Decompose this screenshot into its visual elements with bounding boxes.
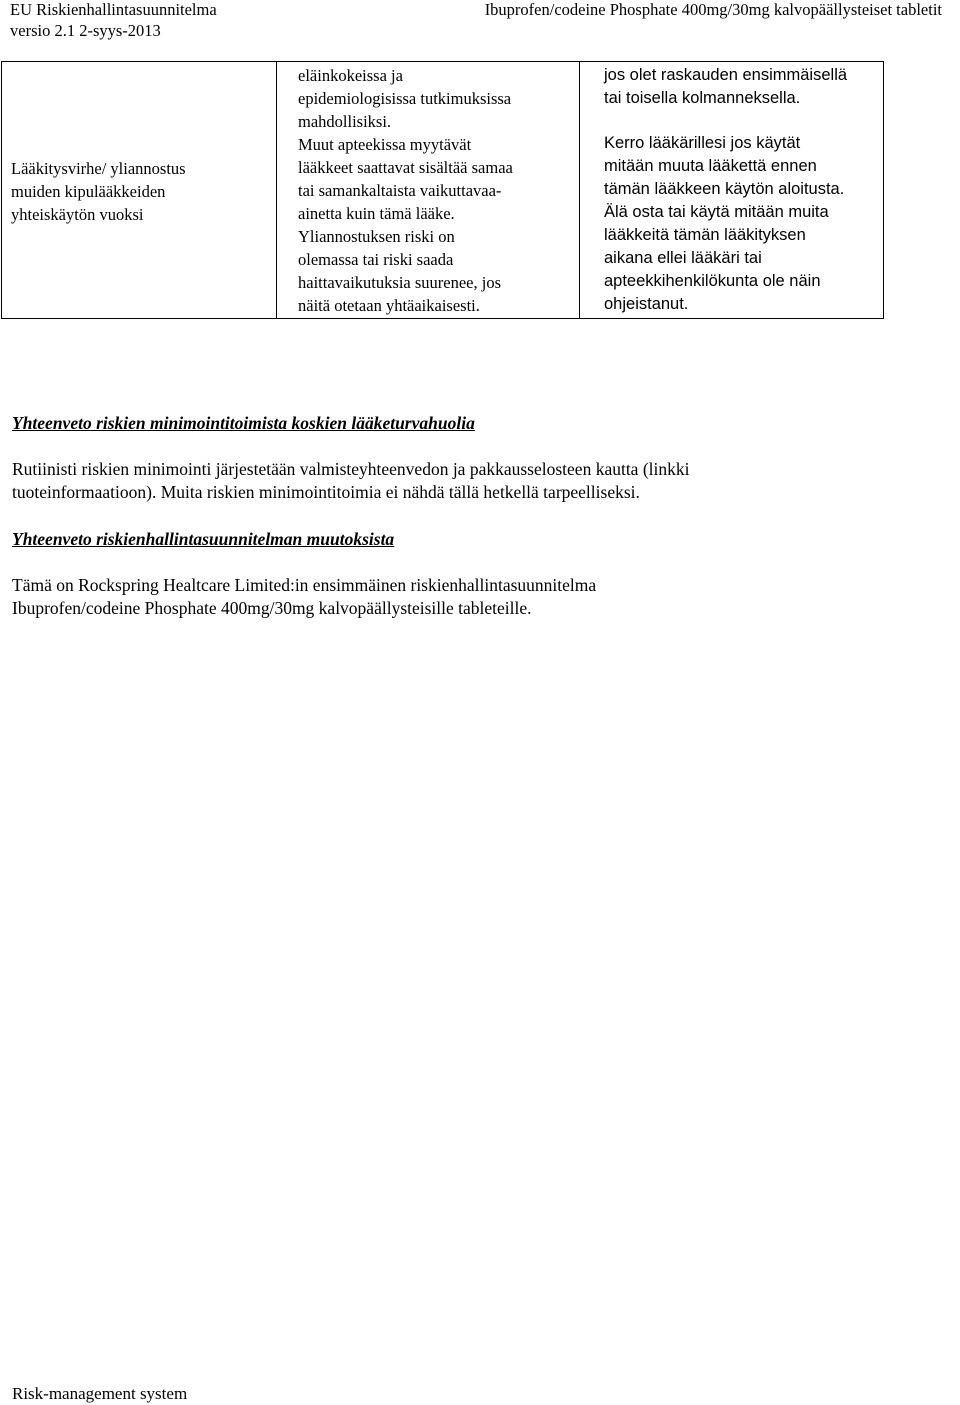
document-title: EU Riskienhallintasuunnitelma: [10, 0, 217, 19]
prevention-line: aikana ellei lääkäri tai: [604, 249, 762, 267]
paragraph-line: Ibuprofen/codeine Phosphate 400mg/30mg kalvopäällysteisille tableteille.: [12, 598, 532, 618]
prevention-line: apteekkihenkilökunta ole näin: [604, 272, 821, 290]
section-heading: Yhteenveto riskien minimointitoimista koskien lääketurvahuolia: [12, 413, 475, 433]
risk-label-line: muiden kipulääkkeiden: [11, 181, 166, 201]
prevention-line: mitään muuta lääkettä ennen: [604, 157, 817, 175]
prevention-line: Älä osta tai käytä mitään muita: [604, 203, 829, 221]
evidence-line: ainetta kuin tämä lääke.: [298, 204, 455, 223]
risk-label-line: Lääkitysvirhe/ yliannostus: [11, 158, 186, 178]
risk-table: [1, 61, 884, 319]
risk-label-cell: [2, 62, 277, 319]
section-body: [12, 574, 942, 620]
prevention-line: ohjeistanut.: [604, 295, 689, 313]
evidence-line: Muut apteekissa myytävät: [298, 135, 472, 154]
evidence-line: näitä otetaan yhtäaikaisesti.: [298, 296, 480, 315]
evidence-line: olemassa tai riski saada: [298, 250, 454, 269]
evidence-line: Yliannostuksen riski on: [298, 227, 455, 246]
product-name-header: Ibuprofen/codeine Phosphate 400mg/30mg kalvopäällysteiset tabletit: [484, 0, 942, 19]
table-row: [2, 62, 884, 319]
risk-label-line: yhteiskäytön vuoksi: [11, 204, 144, 224]
evidence-line: eläinkokeissa ja: [298, 66, 403, 85]
evidence-line: tai samankaltaista vaikuttavaa-: [298, 181, 502, 200]
paragraph-line: Rutiinisti riskien minimointi järjestetään valmisteyhteenvedon ja pakkausselosteen kautta (linkki: [12, 459, 690, 479]
prevention-line: jos olet raskauden ensimmäisellä: [604, 66, 848, 84]
prevention-line: tai toisella kolmanneksella.: [604, 89, 801, 107]
paragraph-line: tuoteinformaatioon). Muita riskien minimointitoimia ei nähdä tällä hetkellä tarpeelliseksi.: [12, 482, 640, 502]
evidence-line: mahdollisiksi.: [298, 112, 392, 131]
section-heading: Yhteenveto riskienhallintasuunnitelman muutoksista: [12, 529, 395, 549]
page-footer: Risk-management system: [12, 1384, 188, 1403]
evidence-line: haittavaikutuksia suurenee, jos: [298, 273, 501, 292]
page-header-left: [10, 0, 217, 42]
evidence-line: lääkkeet saattavat sisältää samaa: [298, 158, 513, 177]
evidence-cell: [277, 62, 580, 319]
section-body: [12, 458, 942, 504]
document-version: versio 2.1 2-syys-2013: [10, 21, 161, 40]
prevention-line: lääkkeitä tämän lääkityksen: [604, 226, 806, 244]
prevention-line: Kerro lääkärillesi jos käytät: [604, 134, 801, 152]
evidence-line: epidemiologisissa tutkimuksissa: [298, 89, 512, 108]
prevention-cell: [580, 62, 884, 319]
paragraph-line: Tämä on Rockspring Healtcare Limited:in ensimmäinen riskienhallintasuunnitelma: [12, 575, 597, 595]
prevention-line: tämän lääkkeen käytön aloitusta.: [604, 180, 845, 198]
